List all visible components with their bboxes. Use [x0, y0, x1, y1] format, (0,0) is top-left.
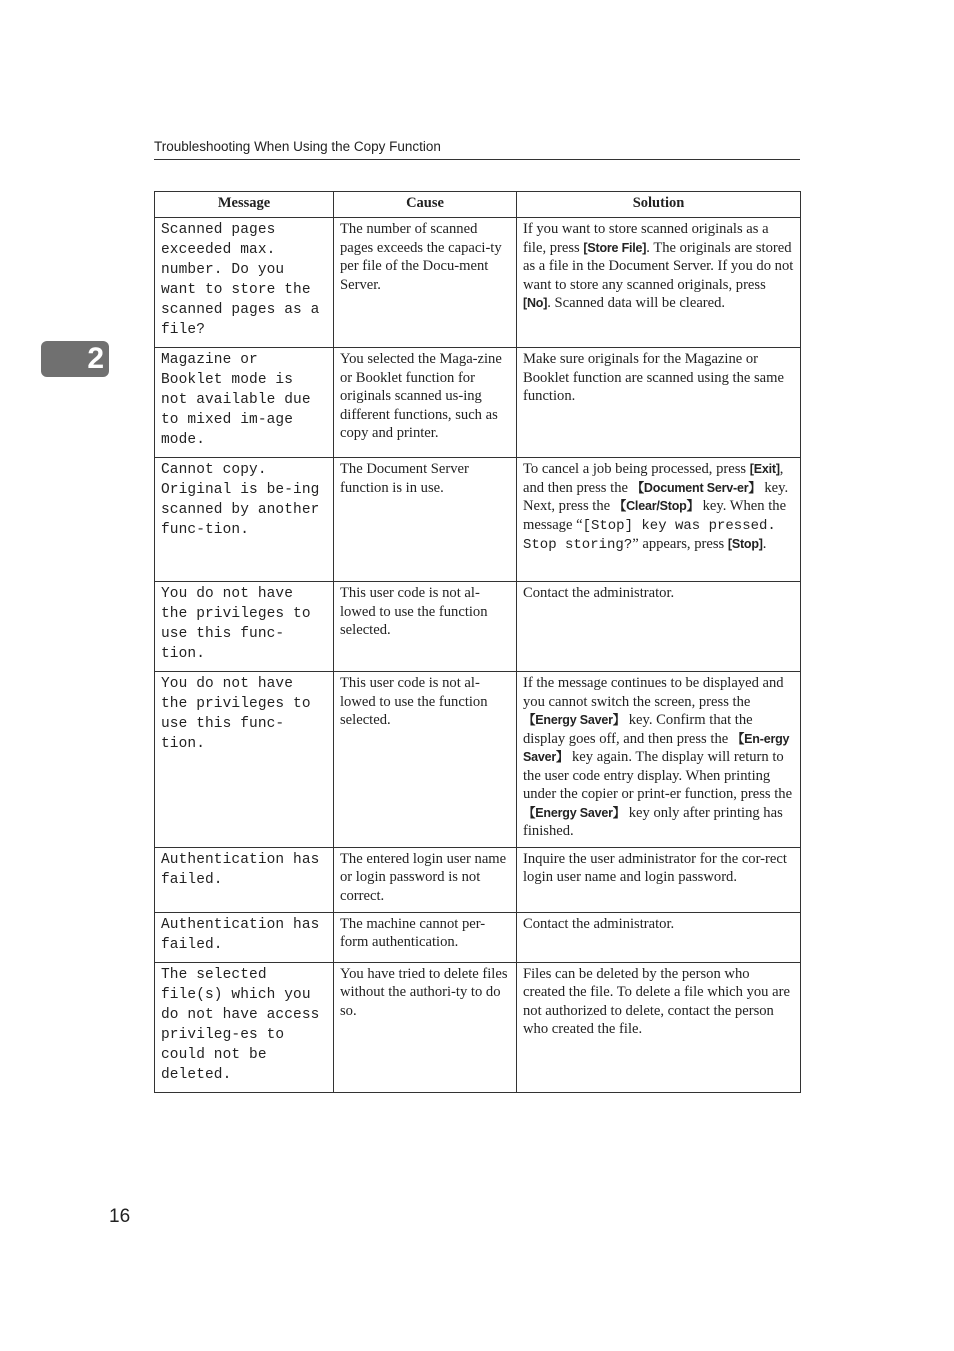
message-cell: Magazine or Booklet mode is not available due to mixed im-age mode. [155, 348, 334, 458]
solution-cell: Files can be deleted by the person who created the file. To delete a file which you are not authorized to delete, contact the person who created the file. [517, 962, 801, 1092]
solution-text: . Scanned data will be cleared. [547, 295, 726, 311]
message-cell: Cannot copy. Original is be-ing scanned by another func-tion. [155, 458, 334, 582]
message-cell: You do not have the privileges to use this func-tion. [155, 582, 334, 672]
message-cell: The selected file(s) which you do not have access privileg-es to could not be deleted. [155, 962, 334, 1092]
solution-text: ” appears, press [632, 536, 728, 552]
solution-text: . The originals are stored as a file in the Document Server. If you do not want to store any scanned originals, press [523, 239, 794, 293]
cause-cell: The Document Server function is in use. [334, 458, 517, 582]
table-header-row [155, 192, 801, 218]
message-cell: Authentication has failed. [155, 847, 334, 912]
stop-key: [Stop] [727, 537, 763, 551]
column-header-solution: Solution [517, 192, 801, 218]
header-rule [154, 159, 800, 160]
cause-cell: You selected the Maga-zine or Booklet function for originals scanned us-ing different functions, such as copy and printer. [334, 348, 517, 458]
page-number: 16 [109, 1206, 131, 1227]
cause-cell: The machine cannot per-form authentication. [334, 912, 517, 962]
document-server-key: 【Document Serv-er】 [631, 480, 761, 495]
store-file-key: [Store File] [583, 240, 647, 255]
message-cell: Scanned pages exceeded max. number. Do you want to store the scanned pages as a file? [155, 218, 334, 348]
solution-text: If you want to store scanned originals as a file, press [523, 221, 769, 256]
energy-saver-key: 【En-ergy Saver】 [523, 731, 790, 764]
solution-text: key. When the message “ [523, 498, 787, 533]
solution-text: key. Next, press the [523, 479, 789, 514]
table-row [155, 218, 801, 348]
cause-cell: This user code is not al-lowed to use the function selected. [334, 672, 517, 848]
table-row [155, 582, 801, 672]
energy-saver-key: 【Energy Saver】 [523, 805, 626, 820]
solution-text: To cancel a job being processed, press [523, 461, 750, 477]
energy-saver-key: 【Energy Saver】 [523, 713, 626, 727]
table-row [155, 962, 801, 1092]
cause-cell: This user code is not al-lowed to use the function selected. [334, 582, 517, 672]
message-cell: Authentication has failed. [155, 912, 334, 962]
table-row [155, 847, 801, 912]
solution-text: , and then press the [523, 461, 784, 496]
no-key: [No] [523, 296, 548, 310]
running-header: Troubleshooting When Using the Copy Function [154, 139, 441, 154]
cause-cell: You have tried to delete files without the authori-ty to do so. [334, 962, 517, 1092]
solution-cell: Make sure originals for the Magazine or Booklet function are scanned using the same function. [517, 348, 801, 458]
solution-cell [517, 458, 801, 582]
column-header-message: Message [155, 192, 334, 218]
table-row [155, 672, 801, 848]
message-cell: You do not have the privileges to use this func-tion. [155, 672, 334, 848]
clear-stop-key: 【Clear/Stop】 [613, 499, 699, 513]
solution-cell: Contact the administrator. [517, 912, 801, 962]
solution-cell: Inquire the user administrator for the cor-rect login user name and login password. [517, 847, 801, 912]
column-header-cause: Cause [334, 192, 517, 218]
solution-text: key only after printing has finished. [523, 804, 783, 839]
solution-text: key. Confirm that the display goes off, and then press the [523, 712, 753, 747]
cause-cell: The number of scanned pages exceeds the capaci-ty per file of the Docu-ment Server. [334, 218, 517, 348]
solution-text: key again. The display will return to the user code entry display. When printing under the copier or print-er function, press the [523, 749, 793, 802]
solution-cell [517, 672, 801, 848]
table-row [155, 912, 801, 962]
chapter-number: 2 [87, 342, 104, 375]
table-row [155, 348, 801, 458]
table-row [155, 458, 801, 582]
chapter-tab [41, 341, 109, 377]
solution-text: If the message continues to be displayed and you cannot switch the screen, press the [523, 675, 784, 710]
message-table [154, 191, 801, 1093]
solution-cell: Contact the administrator. [517, 582, 801, 672]
cause-cell: The entered login user name or login password is not correct. [334, 847, 517, 912]
stop-message: [Stop] key was pressed. Stop storing? [523, 517, 776, 553]
solution-text: . [762, 536, 767, 552]
exit-key: [Exit] [749, 462, 780, 476]
solution-cell [517, 218, 801, 348]
